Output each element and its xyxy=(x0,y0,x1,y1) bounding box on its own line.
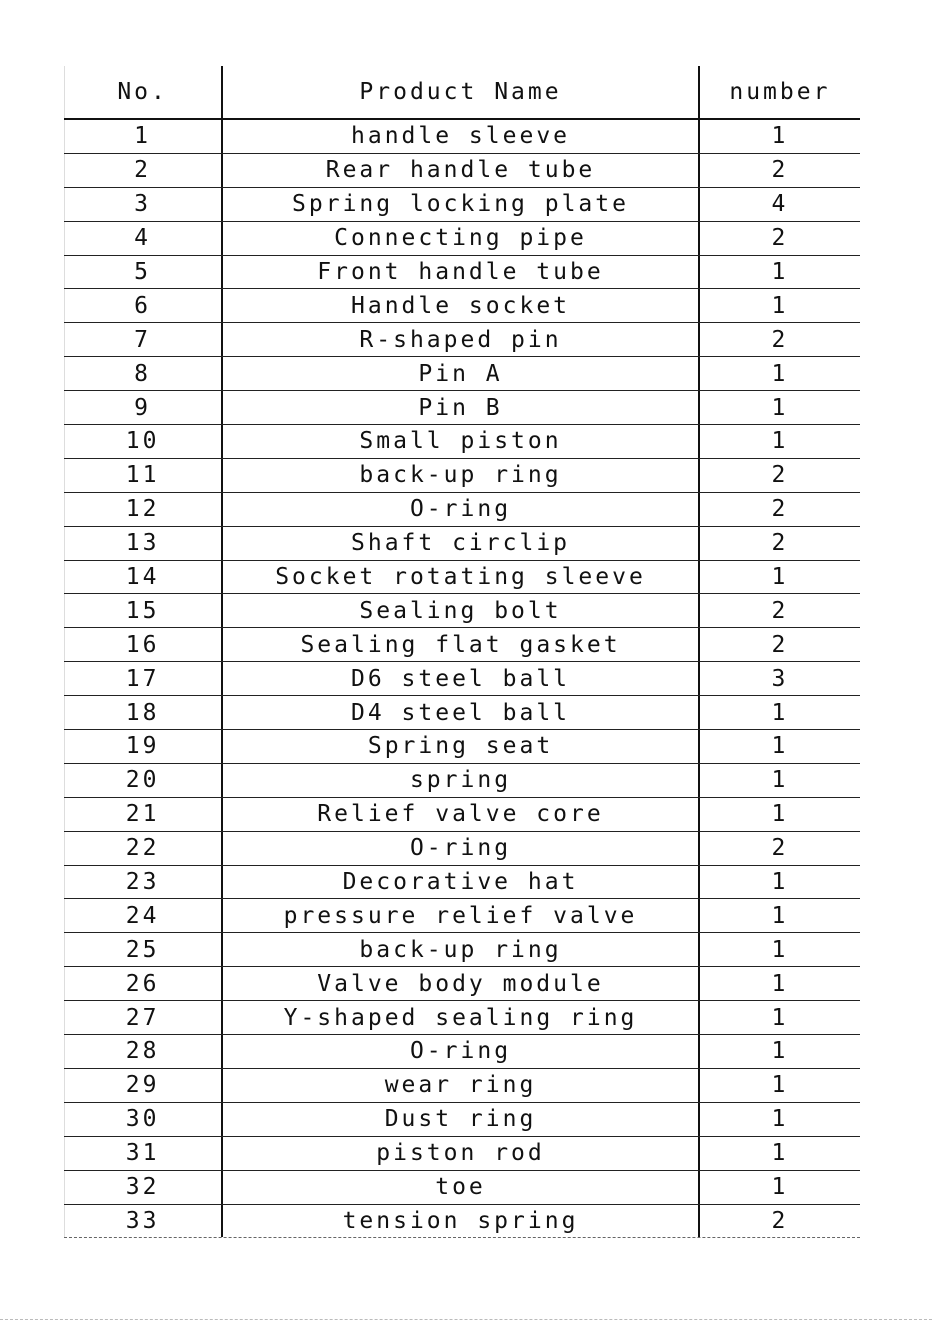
cell-no: 13 xyxy=(64,527,223,560)
cell-number: 1 xyxy=(771,1174,789,1201)
cell-number: 1 xyxy=(771,1038,789,1065)
cell-product-name: wear ring xyxy=(223,1069,700,1102)
cell-no: 33 xyxy=(64,1205,223,1238)
cell-product-name: spring xyxy=(223,764,700,797)
cell-number: 1 xyxy=(771,360,789,387)
cell-no: 31 xyxy=(64,1137,223,1170)
table-row xyxy=(64,323,860,357)
cell-number: 1 xyxy=(771,1004,789,1031)
cell-product-name: Dust ring xyxy=(223,1103,700,1136)
cell-product-name: Socket rotating sleeve xyxy=(223,561,700,594)
cell-no: 25 xyxy=(64,933,223,966)
cell-product-name: Spring locking plate xyxy=(223,188,700,221)
cell-number: 2 xyxy=(771,1207,789,1234)
cell-number: 2 xyxy=(771,496,789,523)
cell-no: 28 xyxy=(64,1035,223,1068)
table-row xyxy=(64,425,860,459)
cell-no: 21 xyxy=(64,798,223,831)
table-row xyxy=(64,222,860,256)
cell-no: 16 xyxy=(64,628,223,661)
cell-product-name: Decorative hat xyxy=(223,866,700,899)
table-row xyxy=(64,764,860,798)
cell-no: 2 xyxy=(64,154,223,187)
table-row xyxy=(64,493,860,527)
cell-number: 1 xyxy=(771,1140,789,1167)
cell-no: 8 xyxy=(64,357,223,390)
cell-number: 1 xyxy=(771,394,789,421)
cell-no: 14 xyxy=(64,561,223,594)
table-row xyxy=(64,154,860,188)
cell-no: 15 xyxy=(64,594,223,627)
cell-number: 2 xyxy=(771,835,789,862)
cell-number: 1 xyxy=(771,801,789,828)
cell-product-name: Connecting pipe xyxy=(223,222,700,255)
cell-no: 5 xyxy=(64,256,223,289)
table-row xyxy=(64,561,860,595)
table-row xyxy=(64,628,860,662)
cell-no: 3 xyxy=(64,188,223,221)
table-row xyxy=(64,696,860,730)
cell-product-name: back-up ring xyxy=(223,459,700,492)
cell-product-name: O-ring xyxy=(223,1035,700,1068)
table-row xyxy=(64,256,860,290)
cell-product-name: toe xyxy=(223,1171,700,1204)
table-row xyxy=(64,866,860,900)
table-row xyxy=(64,1035,860,1069)
cell-product-name: pressure relief valve xyxy=(223,899,700,932)
cell-number: 2 xyxy=(771,631,789,658)
cell-number: 1 xyxy=(771,259,789,285)
table-row xyxy=(64,459,860,493)
table-body xyxy=(64,120,860,1238)
cell-no: 11 xyxy=(64,459,223,492)
cell-no: 9 xyxy=(64,391,223,424)
header-no: No. xyxy=(64,66,223,118)
cell-product-name: D6 steel ball xyxy=(223,662,700,695)
table-row xyxy=(64,933,860,967)
cell-number: 1 xyxy=(771,428,789,455)
cell-number: 2 xyxy=(771,225,789,252)
table-row xyxy=(64,1069,860,1103)
cell-product-name: R-shaped pin xyxy=(223,323,700,356)
cell-product-name: Y-shaped sealing ring xyxy=(223,1001,700,1034)
table-row xyxy=(64,594,860,628)
table-row xyxy=(64,1137,860,1171)
cell-no: 7 xyxy=(64,323,223,356)
cell-no: 10 xyxy=(64,425,223,458)
table-row xyxy=(64,662,860,696)
cell-no: 19 xyxy=(64,730,223,763)
cell-product-name: Handle socket xyxy=(223,289,700,322)
cell-number: 1 xyxy=(771,902,789,929)
table-header-row xyxy=(64,66,860,120)
cell-number: 1 xyxy=(771,699,789,726)
cell-product-name: piston rod xyxy=(223,1137,700,1170)
table-row xyxy=(64,1205,860,1239)
table-row xyxy=(64,527,860,561)
cell-no: 12 xyxy=(64,493,223,526)
table-row xyxy=(64,832,860,866)
cell-product-name: handle sleeve xyxy=(223,120,700,153)
cell-number: 3 xyxy=(771,665,789,692)
cell-number: 4 xyxy=(771,191,789,218)
cell-number: 1 xyxy=(771,123,789,150)
cell-product-name: O-ring xyxy=(223,493,700,526)
cell-no: 4 xyxy=(64,222,223,255)
cell-no: 17 xyxy=(64,662,223,695)
table-row xyxy=(64,967,860,1001)
cell-product-name: Pin B xyxy=(223,391,700,424)
cell-number: 1 xyxy=(771,1106,789,1133)
cell-no: 6 xyxy=(64,289,223,322)
cell-product-name: Valve body module xyxy=(223,967,700,1000)
cell-product-name: Shaft circlip xyxy=(223,527,700,560)
table-row xyxy=(64,730,860,764)
cell-no: 20 xyxy=(64,764,223,797)
table-row xyxy=(64,357,860,391)
table-row xyxy=(64,899,860,933)
cell-number: 1 xyxy=(771,970,789,997)
cell-no: 30 xyxy=(64,1103,223,1136)
cell-number: 2 xyxy=(771,326,789,353)
cell-number: 1 xyxy=(771,936,789,963)
cell-product-name: Relief valve core xyxy=(223,798,700,831)
cell-product-name: D4 steel ball xyxy=(223,696,700,729)
cell-no: 27 xyxy=(64,1001,223,1034)
cell-product-name: Small piston xyxy=(223,425,700,458)
cell-number: 1 xyxy=(771,564,789,591)
cell-product-name: tension spring xyxy=(223,1205,700,1238)
cell-number: 1 xyxy=(771,1072,789,1099)
cell-product-name: Spring seat xyxy=(223,730,700,763)
cell-no: 22 xyxy=(64,832,223,865)
cell-number: 1 xyxy=(771,733,789,760)
cell-product-name: Sealing flat gasket xyxy=(223,628,700,661)
table-row xyxy=(64,188,860,222)
cell-number: 2 xyxy=(771,530,789,557)
cell-number: 1 xyxy=(771,869,789,896)
table-row xyxy=(64,1171,860,1205)
cell-no: 32 xyxy=(64,1171,223,1204)
table-row xyxy=(64,120,860,154)
table-row xyxy=(64,1001,860,1035)
cell-no: 26 xyxy=(64,967,223,1000)
table-row xyxy=(64,1103,860,1137)
table-row xyxy=(64,798,860,832)
table-row xyxy=(64,391,860,425)
table-row xyxy=(64,289,860,323)
cell-product-name: Front handle tube xyxy=(223,256,700,289)
cell-product-name: back-up ring xyxy=(223,933,700,966)
cell-product-name: O-ring xyxy=(223,832,700,865)
cell-no: 23 xyxy=(64,866,223,899)
cell-number: 1 xyxy=(771,292,789,319)
cell-no: 24 xyxy=(64,899,223,932)
cell-no: 18 xyxy=(64,696,223,729)
cell-number: 2 xyxy=(771,462,789,489)
cell-number: 2 xyxy=(771,597,789,624)
cell-no: 29 xyxy=(64,1069,223,1102)
cell-no: 1 xyxy=(64,120,223,153)
cell-number: 1 xyxy=(771,767,789,794)
cell-product-name: Rear handle tube xyxy=(223,154,700,187)
header-product-name: Product Name xyxy=(223,66,700,118)
page-bottom-dashed-line xyxy=(0,1319,932,1320)
header-number: number xyxy=(729,79,831,105)
cell-product-name: Sealing bolt xyxy=(223,594,700,627)
cell-number: 2 xyxy=(771,157,789,184)
cell-product-name: Pin A xyxy=(223,357,700,390)
parts-table xyxy=(64,66,860,1238)
